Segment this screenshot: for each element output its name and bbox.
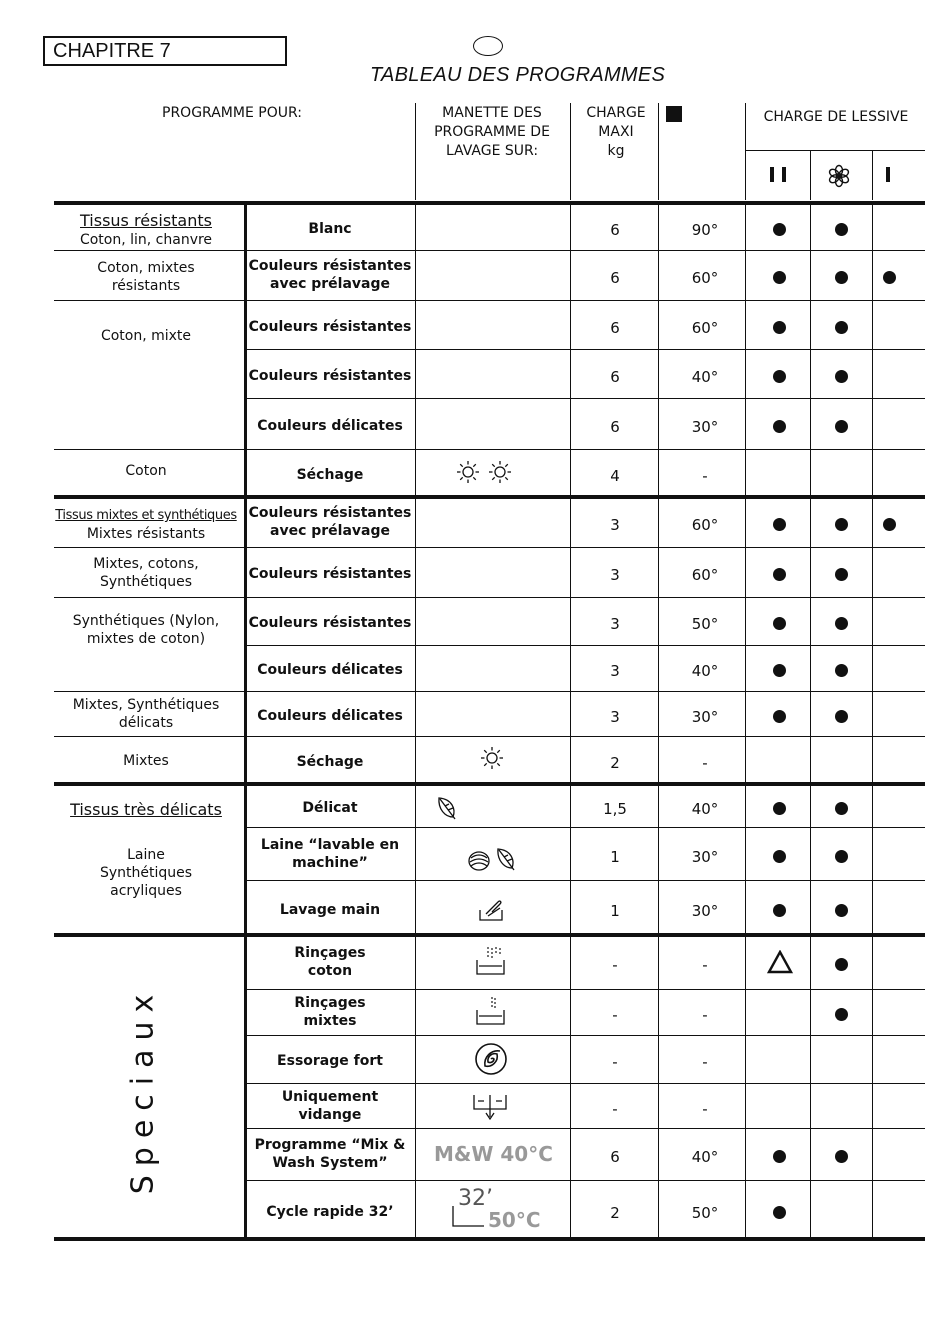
table-rule bbox=[658, 103, 659, 200]
programme-name-line: Couleurs résistantes bbox=[248, 318, 412, 335]
programme-name bbox=[210, 1052, 450, 1070]
table-rule bbox=[245, 989, 925, 990]
table-rule bbox=[245, 645, 925, 646]
charge-kg: 3 bbox=[610, 662, 620, 680]
programme-name-line: mixtes bbox=[303, 1013, 357, 1029]
temperature: 60° bbox=[691, 318, 719, 337]
hand-wash-icon bbox=[478, 898, 508, 928]
temperature: 40° bbox=[691, 662, 719, 680]
programme-name bbox=[210, 799, 450, 817]
single-bar-icon bbox=[886, 167, 890, 182]
programme-name-line: Couleurs résistantes bbox=[248, 505, 412, 521]
detergent-dot bbox=[835, 1150, 848, 1163]
programme-name-line: coton bbox=[307, 963, 353, 979]
chapter-label: CHAPITRE 7 bbox=[53, 40, 171, 62]
specials-label-text: Speciaux bbox=[125, 985, 161, 1195]
programme-name-line: Wash System” bbox=[272, 1155, 388, 1171]
group-label-line: Tissus très délicats bbox=[70, 800, 222, 819]
detergent-dot bbox=[835, 271, 848, 284]
rinse-icon bbox=[474, 946, 508, 982]
group-label-line: Coton, lin, chanvre bbox=[79, 232, 213, 248]
programme-name bbox=[210, 836, 450, 872]
charge-kg: 6 bbox=[610, 220, 620, 239]
detergent-dot bbox=[773, 802, 786, 815]
thick-rule bbox=[54, 495, 925, 499]
programme-name-line: machine” bbox=[292, 854, 368, 871]
table-rule bbox=[872, 150, 873, 200]
table-rule bbox=[54, 691, 925, 692]
table-rule bbox=[245, 1128, 925, 1129]
programme-name-line: Programme “Mix & bbox=[254, 1137, 406, 1153]
sun-icon bbox=[488, 460, 512, 488]
rapid-cycle-icon bbox=[450, 1186, 550, 1232]
table-rule bbox=[745, 150, 925, 151]
temperature: 50° bbox=[691, 1203, 719, 1222]
sun-icon bbox=[456, 460, 480, 488]
header-charge-line: kg bbox=[607, 143, 625, 159]
table-rule bbox=[810, 203, 811, 1239]
programme-name bbox=[210, 1136, 450, 1172]
programme-name-line: Délicat bbox=[302, 799, 358, 816]
table-rule bbox=[54, 449, 925, 450]
temperature: 30° bbox=[691, 707, 719, 726]
thick-rule bbox=[54, 933, 925, 937]
table-rule bbox=[54, 300, 925, 301]
detergent-dot bbox=[773, 420, 786, 433]
charge-kg: 6 bbox=[610, 1148, 620, 1166]
detergent-dot bbox=[773, 1150, 786, 1163]
table-rule bbox=[245, 880, 925, 881]
detergent-dot bbox=[835, 518, 848, 531]
charge-kg: 2 bbox=[610, 754, 620, 772]
charge-kg: 3 bbox=[610, 566, 620, 584]
temperature: 30° bbox=[691, 901, 719, 920]
header-charge bbox=[496, 104, 736, 161]
charge-kg: 6 bbox=[610, 269, 620, 287]
charge-kg: - bbox=[612, 1099, 618, 1118]
programme-name bbox=[210, 661, 450, 679]
detergent-dot bbox=[835, 223, 848, 236]
programme-name-line: vidange bbox=[298, 1106, 362, 1123]
double-bar-icon bbox=[770, 167, 774, 182]
header-charge-line: CHARGE bbox=[586, 105, 646, 121]
temperature: 40° bbox=[691, 1148, 719, 1166]
charge-kg: 3 bbox=[610, 615, 620, 633]
table-rule bbox=[245, 398, 925, 399]
group-label-line: Synthétiques (Nylon, bbox=[72, 613, 220, 629]
detergent-dot bbox=[883, 518, 896, 531]
programme-name bbox=[210, 220, 450, 238]
programme-name-line: Essorage fort bbox=[277, 1053, 383, 1069]
temperature: 50° bbox=[691, 615, 719, 633]
group-label-line: Mixtes, cotons, bbox=[93, 556, 199, 572]
programme-name-line: Couleurs résistantes bbox=[248, 566, 412, 582]
group-label-line: Synthétiques bbox=[99, 865, 193, 881]
programme-name-line: Séchage bbox=[296, 754, 364, 770]
detergent-dot bbox=[773, 271, 786, 284]
detergent-dot bbox=[835, 370, 848, 383]
programme-name bbox=[210, 1203, 450, 1221]
group-label-line: mixtes de coton) bbox=[86, 631, 206, 647]
programme-name-line: avec prélavage bbox=[270, 523, 390, 539]
table-rule bbox=[54, 597, 925, 598]
programme-name-line: Couleurs résistantes bbox=[248, 367, 412, 384]
header-manette-line: MANETTE DES bbox=[442, 105, 542, 121]
charge-kg: 3 bbox=[610, 707, 620, 726]
detergent-dot bbox=[773, 568, 786, 581]
charge-kg: - bbox=[612, 956, 618, 974]
detergent-dot bbox=[835, 420, 848, 433]
charge-kg: 6 bbox=[610, 367, 620, 386]
charge-kg: 1 bbox=[610, 847, 620, 866]
detergent-dot bbox=[773, 370, 786, 383]
charge-kg: 6 bbox=[610, 318, 620, 337]
programme-name-line: Séchage bbox=[296, 467, 364, 483]
table-rule bbox=[415, 103, 416, 200]
table-rule bbox=[245, 1083, 925, 1084]
table-rule bbox=[872, 203, 873, 1239]
detergent-dot bbox=[835, 664, 848, 677]
table-rule bbox=[54, 736, 925, 737]
temperature: - bbox=[702, 1053, 708, 1071]
group-label-line: Laine bbox=[127, 847, 165, 863]
group-label-line: résistants bbox=[111, 278, 181, 294]
header-manette-line: LAVAGE SUR: bbox=[445, 143, 539, 159]
programme-name-line: Couleurs résistantes bbox=[248, 615, 412, 631]
group-label-line: Mixtes, Synthétiques bbox=[72, 697, 220, 713]
specials-label bbox=[125, 985, 161, 1195]
wool-icon bbox=[466, 848, 492, 876]
programme-name bbox=[210, 707, 450, 725]
temperature: - bbox=[702, 754, 708, 772]
detergent-dot bbox=[773, 1206, 786, 1219]
drain-icon bbox=[472, 1091, 508, 1127]
charge-kg: 3 bbox=[610, 516, 620, 534]
programme-name bbox=[210, 944, 450, 980]
spin-icon bbox=[474, 1042, 508, 1080]
group-label-line: Coton, mixte bbox=[100, 328, 192, 344]
group-label-line: Mixtes bbox=[123, 753, 169, 769]
detergent-dot bbox=[835, 904, 848, 917]
programme-name bbox=[210, 504, 450, 540]
temperature: 30° bbox=[691, 417, 719, 436]
programme-name-line: Couleurs délicates bbox=[257, 707, 403, 724]
header-manette-line: PROGRAMME DE bbox=[434, 124, 550, 140]
detergent-dot bbox=[835, 1008, 848, 1021]
rapid-temp: 50°C bbox=[488, 1207, 541, 1232]
charge-kg: 4 bbox=[610, 467, 620, 485]
rapid-time: 32’ bbox=[458, 1185, 493, 1211]
programme-name bbox=[210, 901, 450, 919]
programme-name bbox=[210, 318, 450, 336]
detergent-dot bbox=[835, 850, 848, 863]
thick-rule bbox=[54, 201, 925, 205]
temperature: - bbox=[702, 467, 708, 485]
programme-name-line: Lavage main bbox=[279, 901, 381, 918]
charge-kg: - bbox=[612, 1053, 618, 1071]
programme-name-line: Laine “lavable en bbox=[260, 836, 400, 853]
temperature: 60° bbox=[691, 269, 719, 287]
double-bar-icon bbox=[782, 167, 786, 182]
prewash-triangle-icon bbox=[767, 950, 793, 978]
detergent-dot bbox=[835, 958, 848, 971]
group-label-line: délicats bbox=[118, 715, 174, 731]
detergent-dot bbox=[773, 617, 786, 630]
table-rule bbox=[245, 349, 925, 350]
charge-kg: 6 bbox=[610, 417, 620, 436]
table-rule bbox=[810, 150, 811, 200]
header-lessive-line: CHARGE DE LESSIVE bbox=[763, 109, 909, 125]
header-programme-pour bbox=[112, 104, 352, 123]
detergent-dot bbox=[773, 904, 786, 917]
programme-name-line: Couleurs délicates bbox=[257, 417, 403, 434]
programme-name bbox=[210, 1088, 450, 1124]
detergent-dot bbox=[773, 321, 786, 334]
temperature: 40° bbox=[691, 799, 719, 818]
group-label-line: Coton bbox=[125, 463, 167, 479]
group-label-line: Synthétiques bbox=[99, 574, 193, 590]
programme-name-line: Rinçages bbox=[294, 945, 366, 961]
header-programme-pour-line: PROGRAMME POUR: bbox=[162, 105, 302, 121]
detergent-dot bbox=[835, 617, 848, 630]
detergent-dot bbox=[773, 850, 786, 863]
programme-name-line: avec prélavage bbox=[270, 276, 390, 292]
temperature: 90° bbox=[691, 220, 719, 239]
temperature: - bbox=[702, 956, 708, 974]
sun-icon bbox=[480, 746, 504, 774]
temperature: 60° bbox=[691, 516, 719, 534]
mix-wash-label: M&W 40°C bbox=[434, 1142, 553, 1166]
header-lessive bbox=[716, 108, 939, 127]
group-label-line: Mixtes résistants bbox=[86, 526, 206, 542]
programme-name-line: Cycle rapide 32’ bbox=[266, 1203, 394, 1220]
group-label-line: Coton, mixtes bbox=[97, 260, 195, 276]
table-rule bbox=[245, 827, 925, 828]
table-rule bbox=[54, 250, 925, 251]
charge-square-icon bbox=[666, 106, 682, 122]
charge-kg: 2 bbox=[610, 1203, 620, 1222]
group-label-line: Tissus mixtes et synthétiques bbox=[55, 508, 237, 523]
temperature: 40° bbox=[691, 367, 719, 386]
programme-name bbox=[210, 367, 450, 385]
header-charge-line: MAXI bbox=[598, 124, 634, 140]
programme-name bbox=[210, 565, 450, 583]
charge-kg: - bbox=[612, 1006, 618, 1024]
thick-rule bbox=[54, 782, 925, 786]
table-rule bbox=[245, 1035, 925, 1036]
flower-softener-icon bbox=[827, 164, 851, 192]
detergent-dot bbox=[773, 664, 786, 677]
detergent-dot bbox=[835, 802, 848, 815]
detergent-dot bbox=[773, 710, 786, 723]
detergent-dot bbox=[773, 518, 786, 531]
group-label-line: acryliques bbox=[110, 883, 182, 899]
table-rule bbox=[745, 103, 746, 200]
table-rule bbox=[570, 103, 571, 200]
chapter-box bbox=[43, 36, 287, 66]
programme-name-line: Rinçages bbox=[294, 995, 366, 1011]
leaf-icon bbox=[495, 846, 517, 876]
table-rule bbox=[54, 547, 925, 548]
temperature: - bbox=[702, 1099, 708, 1118]
programme-name-line: Couleurs résistantes bbox=[248, 258, 412, 274]
language-oval-icon bbox=[473, 36, 503, 56]
programme-name-line: Blanc bbox=[308, 220, 352, 237]
charge-kg: 1 bbox=[610, 901, 620, 920]
leaf-icon bbox=[436, 795, 458, 825]
detergent-dot bbox=[773, 223, 786, 236]
programme-name bbox=[210, 257, 450, 293]
temperature: 60° bbox=[691, 566, 719, 584]
programme-name-line: Uniquement bbox=[281, 1088, 379, 1105]
programme-name bbox=[210, 417, 450, 435]
table-rule bbox=[245, 1180, 925, 1181]
programme-name-line: Couleurs délicates bbox=[257, 662, 403, 678]
detergent-dot bbox=[835, 321, 848, 334]
rinse-icon bbox=[474, 996, 508, 1032]
detergent-dot bbox=[883, 271, 896, 284]
programme-name bbox=[210, 614, 450, 632]
programme-name bbox=[210, 753, 450, 771]
temperature: - bbox=[702, 1006, 708, 1024]
thick-rule bbox=[54, 1237, 925, 1241]
detergent-dot bbox=[835, 568, 848, 581]
charge-kg: 1,5 bbox=[603, 799, 627, 818]
programme-name bbox=[210, 994, 450, 1030]
detergent-dot bbox=[835, 710, 848, 723]
group-label-line: Tissus résistants bbox=[80, 211, 212, 230]
page-title: TABLEAU DES PROGRAMMES bbox=[370, 64, 666, 86]
temperature: 30° bbox=[691, 847, 719, 866]
programme-name bbox=[210, 466, 450, 484]
